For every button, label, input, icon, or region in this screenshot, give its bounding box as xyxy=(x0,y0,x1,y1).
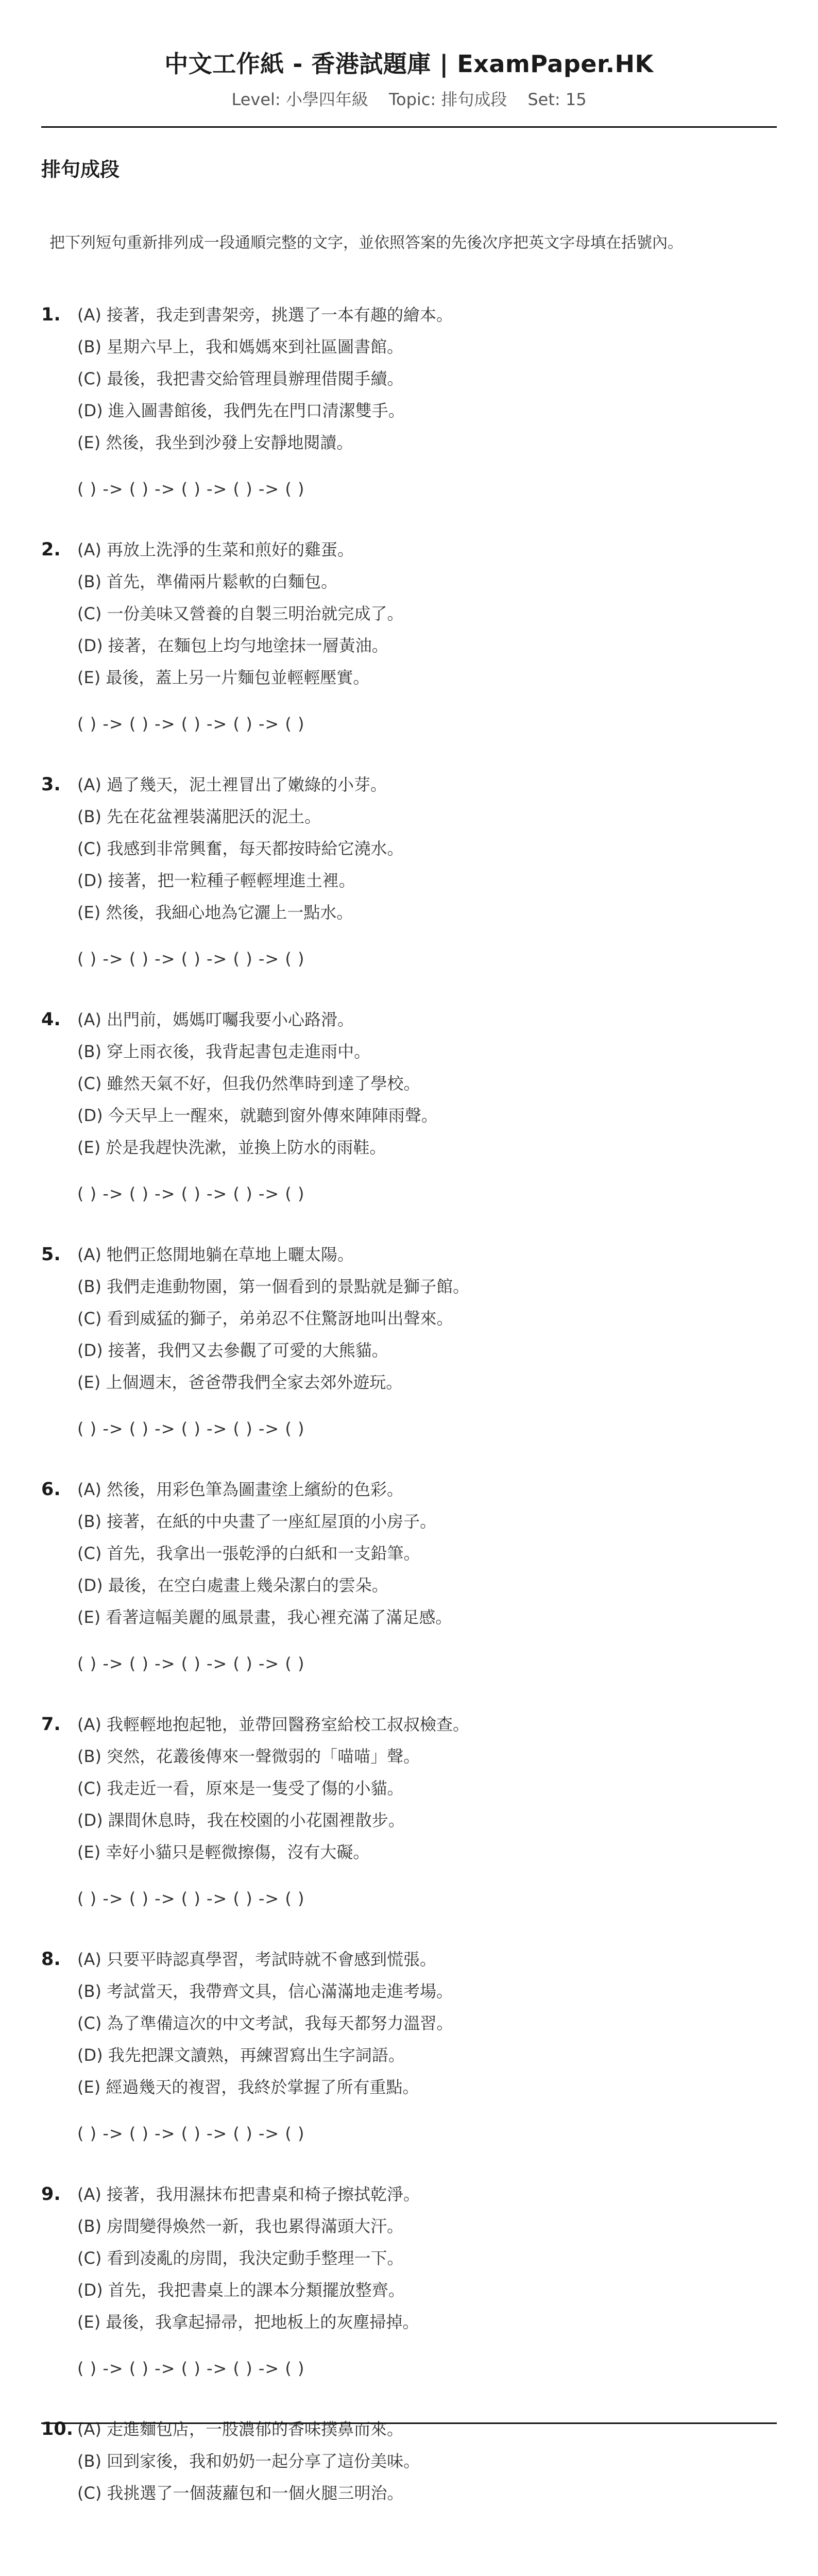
question-option: (B) 先在花盆裡裝滿肥沃的泥土。 xyxy=(77,807,321,826)
question-option: (A) 過了幾天，泥土裡冒出了嫩綠的小芽。 xyxy=(77,775,387,794)
section-title: 排句成段 xyxy=(41,158,120,181)
question-option: (C) 我走近一看，原來是一隻受了傷的小貓。 xyxy=(77,1778,404,1798)
answer-order-blanks[interactable]: ( ) -> ( ) -> ( ) -> ( ) -> ( ) xyxy=(77,1654,305,1673)
question-option: (B) 我們走進動物園，第一個看到的景點就是獅子館。 xyxy=(77,1277,470,1296)
question-option: (B) 房間變得煥然一新，我也累得滿頭大汗。 xyxy=(77,2216,404,2236)
question-option: (D) 接著，我們又去參觀了可愛的大熊貓。 xyxy=(77,1341,388,1360)
question-option: (D) 接著，把一粒種子輕輕埋進土裡。 xyxy=(77,871,355,890)
question-option: (B) 考試當天，我帶齊文具，信心滿滿地走進考場。 xyxy=(77,1981,453,2001)
answer-order-blanks[interactable]: ( ) -> ( ) -> ( ) -> ( ) -> ( ) xyxy=(77,1184,305,1204)
question-number: 1. xyxy=(41,304,61,325)
question-item xyxy=(41,772,777,1007)
question-option: (B) 星期六早上，我和媽媽來到社區圖書館。 xyxy=(77,337,404,357)
question-number: 2. xyxy=(41,539,61,560)
set-label: Set: 15 xyxy=(527,90,587,109)
question-number: 4. xyxy=(41,1009,61,1030)
question-option: (D) 最後，在空白處畫上幾朵潔白的雲朵。 xyxy=(77,1575,388,1595)
question-option: (D) 課間休息時，我在校園的小花園裡散步。 xyxy=(77,1810,405,1830)
question-option: (D) 我先把課文讀熟，再練習寫出生字詞語。 xyxy=(77,2045,405,2065)
question-option: (C) 我感到非常興奮，每天都按時給它澆水。 xyxy=(77,839,404,858)
question-number: 5. xyxy=(41,1244,61,1265)
topic-label: Topic: 排句成段 xyxy=(388,90,507,109)
question-option: (E) 然後，我細心地為它灑上一點水。 xyxy=(77,903,353,922)
question-number: 8. xyxy=(41,1949,61,1970)
question-option: (C) 看到威猛的獅子，弟弟忍不住驚訝地叫出聲來。 xyxy=(77,1309,453,1328)
question-option: (A) 再放上洗淨的生菜和煎好的雞蛋。 xyxy=(77,540,354,560)
page-title: 中文工作紙 - 香港試題庫 | ExamPaper.HK xyxy=(164,50,654,78)
question-option: (D) 進入圖書館後，我們先在門口清潔雙手。 xyxy=(77,401,405,420)
question-option: (D) 首先，我把書桌上的課本分類擺放整齊。 xyxy=(77,2280,405,2300)
question-item xyxy=(41,302,777,537)
question-option: (E) 於是我趕快洗漱，並換上防水的雨鞋。 xyxy=(77,1138,386,1157)
question-option: (A) 只要平時認真學習，考試時就不會感到慌張。 xyxy=(77,1950,437,1969)
question-option: (E) 然後，我坐到沙發上安靜地閱讀。 xyxy=(77,433,353,452)
question-item xyxy=(41,1477,777,1711)
question-item xyxy=(41,2416,777,2576)
question-option: (A) 然後，用彩色筆為圖畫塗上繽紛的色彩。 xyxy=(77,1480,404,1499)
question-option: (C) 首先，我拿出一張乾淨的白紙和一支鉛筆。 xyxy=(77,1544,420,1563)
question-option: (D) 今天早上一醒來，就聽到窗外傳來陣陣雨聲。 xyxy=(77,1106,438,1125)
question-item xyxy=(41,537,777,772)
question-option: (B) 穿上雨衣後，我背起書包走進雨中。 xyxy=(77,1042,371,1061)
question-option: (B) 突然，花叢後傳來一聲微弱的「喵喵」聲。 xyxy=(77,1747,420,1766)
question-option: (A) 接著，我用濕抹布把書桌和椅子擦拭乾淨。 xyxy=(77,2184,420,2204)
question-option: (C) 最後，我把書交給管理員辦理借閱手續。 xyxy=(77,369,404,388)
question-item xyxy=(41,1242,777,1477)
question-number: 3. xyxy=(41,774,61,795)
worksheet-meta xyxy=(41,87,777,110)
footer-divider xyxy=(41,2422,777,2424)
question-item xyxy=(41,1007,777,1242)
question-option: (C) 雖然天氣不好，但我仍然準時到達了學校。 xyxy=(77,1074,420,1093)
level-label: Level: 小學四年級 xyxy=(231,90,368,109)
question-option: (B) 首先，準備兩片鬆軟的白麵包。 xyxy=(77,572,338,591)
question-option: (E) 經過幾天的複習，我終於掌握了所有重點。 xyxy=(77,2077,419,2097)
question-option: (C) 為了準備這次的中文考試，我每天都努力溫習。 xyxy=(77,2013,453,2033)
question-option: (E) 看著這幅美麗的風景畫，我心裡充滿了滿足感。 xyxy=(77,1607,452,1627)
question-option: (A) 牠們正悠閒地躺在草地上曬太陽。 xyxy=(77,1245,354,1264)
question-option: (C) 一份美味又營養的自製三明治就完成了。 xyxy=(77,604,404,623)
question-option: (D) 接著，在麵包上均勻地塗抹一層黃油。 xyxy=(77,636,388,655)
question-option: (B) 回到家後，我和奶奶一起分享了這份美味。 xyxy=(77,2451,420,2471)
question-option: (B) 接著，在紙的中央畫了一座紅屋頂的小房子。 xyxy=(77,1512,437,1531)
question-number: 9. xyxy=(41,2184,61,2205)
answer-order-blanks[interactable]: ( ) -> ( ) -> ( ) -> ( ) -> ( ) xyxy=(77,2359,305,2378)
question-option: (E) 幸好小貓只是輕微擦傷，沒有大礙。 xyxy=(77,1842,370,1862)
question-option: (A) 我輕輕地抱起牠，並帶回醫務室給校工叔叔檢查。 xyxy=(77,1715,470,1734)
answer-order-blanks[interactable]: ( ) -> ( ) -> ( ) -> ( ) -> ( ) xyxy=(77,714,305,734)
question-number: 6. xyxy=(41,1479,61,1500)
instructions-text: 把下列短句重新排列成一段通順完整的文字，並依照答案的先後次序把英文字母填在括號內。 xyxy=(49,234,683,252)
question-number: 10. xyxy=(41,2419,74,2439)
question-item xyxy=(41,1711,777,1946)
question-option: (E) 最後，蓋上另一片麵包並輕輕壓實。 xyxy=(77,668,370,687)
question-option: (E) 上個週末，爸爸帶我們全家去郊外遊玩。 xyxy=(77,1372,403,1392)
answer-order-blanks[interactable]: ( ) -> ( ) -> ( ) -> ( ) -> ( ) xyxy=(77,1889,305,1908)
question-option: (A) 接著，我走到書架旁，挑選了一本有趣的繪本。 xyxy=(77,305,453,325)
question-option: (A) 走進麵包店，一股濃郁的香味撲鼻而來。 xyxy=(77,2419,404,2439)
answer-order-blanks[interactable]: ( ) -> ( ) -> ( ) -> ( ) -> ( ) xyxy=(77,2124,305,2143)
question-number: 7. xyxy=(41,1714,61,1735)
question-item xyxy=(41,1946,777,2181)
worksheet-header xyxy=(41,0,777,128)
question-option: (C) 我挑選了一個菠蘿包和一個火腿三明治。 xyxy=(77,2483,404,2503)
answer-order-blanks[interactable]: ( ) -> ( ) -> ( ) -> ( ) -> ( ) xyxy=(77,479,305,499)
question-item xyxy=(41,2181,777,2416)
answer-order-blanks[interactable]: ( ) -> ( ) -> ( ) -> ( ) -> ( ) xyxy=(77,949,305,969)
question-option: (C) 看到凌亂的房間，我決定動手整理一下。 xyxy=(77,2248,404,2268)
answer-order-blanks[interactable]: ( ) -> ( ) -> ( ) -> ( ) -> ( ) xyxy=(77,1419,305,1438)
question-option: (E) 最後，我拿起掃帚，把地板上的灰塵掃掉。 xyxy=(77,2312,419,2332)
question-option: (A) 出門前，媽媽叮囑我要小心路滑。 xyxy=(77,1010,354,1029)
